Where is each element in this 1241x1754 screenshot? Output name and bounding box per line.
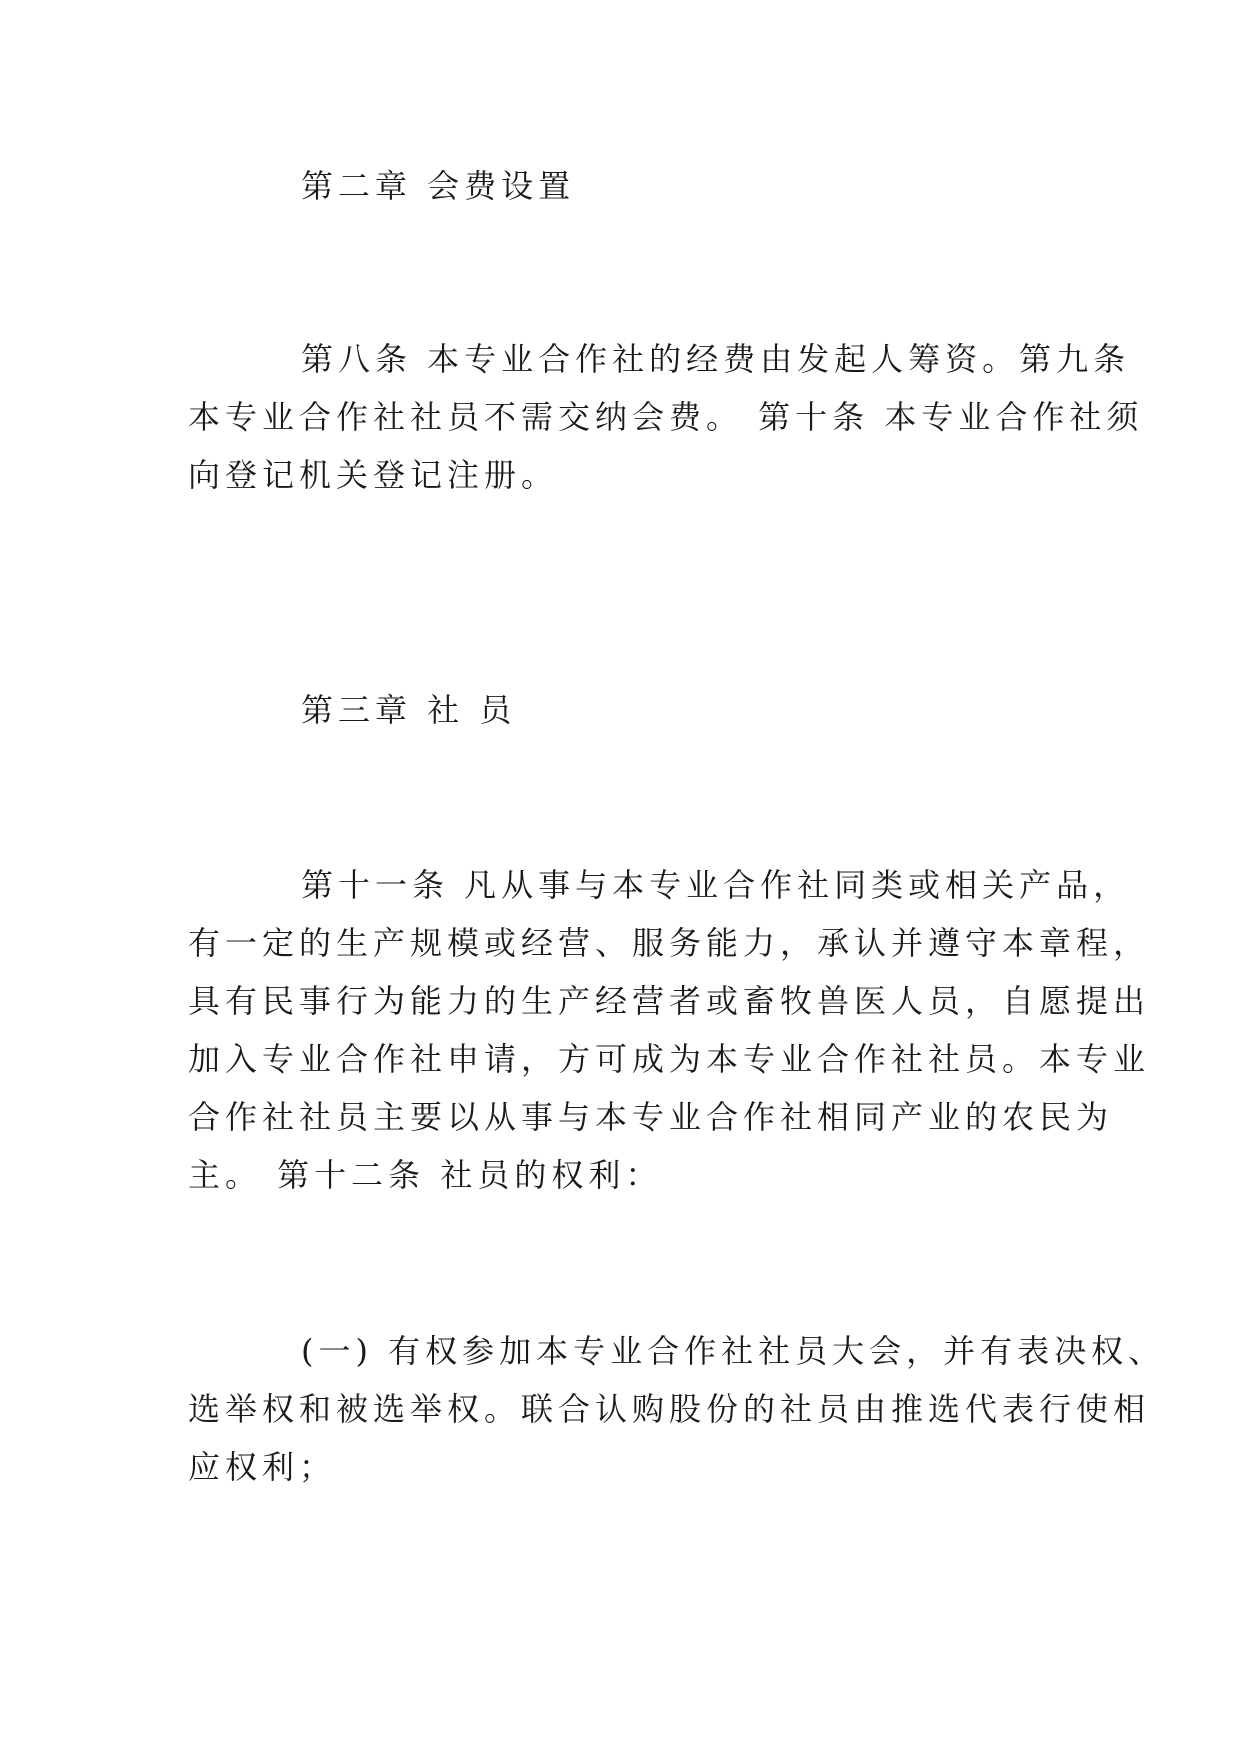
article-11-12-paragraph bbox=[188, 856, 1151, 1204]
paragraph-line: 本专业合作社社员不需交纳会费。 第十条 本专业合作社须 bbox=[188, 398, 1144, 436]
paragraph-line: 加入专业合作社申请，方可成为本专业合作社社员。本专业 bbox=[188, 1040, 1151, 1078]
chapter-2-heading: 第二章 会费设置 bbox=[301, 167, 576, 205]
paragraph-line: 第十一条 凡从事与本专业合作社同类或相关产品， bbox=[301, 866, 1131, 904]
paragraph-line: 有一定的生产规模或经营、服务能力，承认并遵守本章程， bbox=[188, 924, 1151, 962]
paragraph-line: 合作社社员主要以从事与本专业合作社相同产业的农民为 bbox=[188, 1098, 1114, 1136]
paragraph-line: 主。 第十二条 社员的权利： bbox=[188, 1156, 663, 1194]
member-right-1-paragraph bbox=[188, 1322, 1166, 1496]
paragraph-line: (一) 有权参加本专业合作社社员大会，并有表决权、 bbox=[301, 1332, 1166, 1370]
paragraph-line: 具有民事行为能力的生产经营者或畜牧兽医人员，自愿提出 bbox=[188, 982, 1151, 1020]
paragraph-line: 第八条 本专业合作社的经费由发起人筹资。第九条 bbox=[301, 340, 1131, 378]
paragraph-line: 应权利； bbox=[188, 1448, 337, 1486]
chapter-3-heading: 第三章 社 员 bbox=[301, 691, 517, 729]
paragraph-line: 选举权和被选举权。联合认购股份的社员由推选代表行使相 bbox=[188, 1390, 1151, 1428]
paragraph-line: 向登记机关登记注册。 bbox=[188, 456, 559, 494]
article-8-10-paragraph bbox=[188, 330, 1144, 504]
